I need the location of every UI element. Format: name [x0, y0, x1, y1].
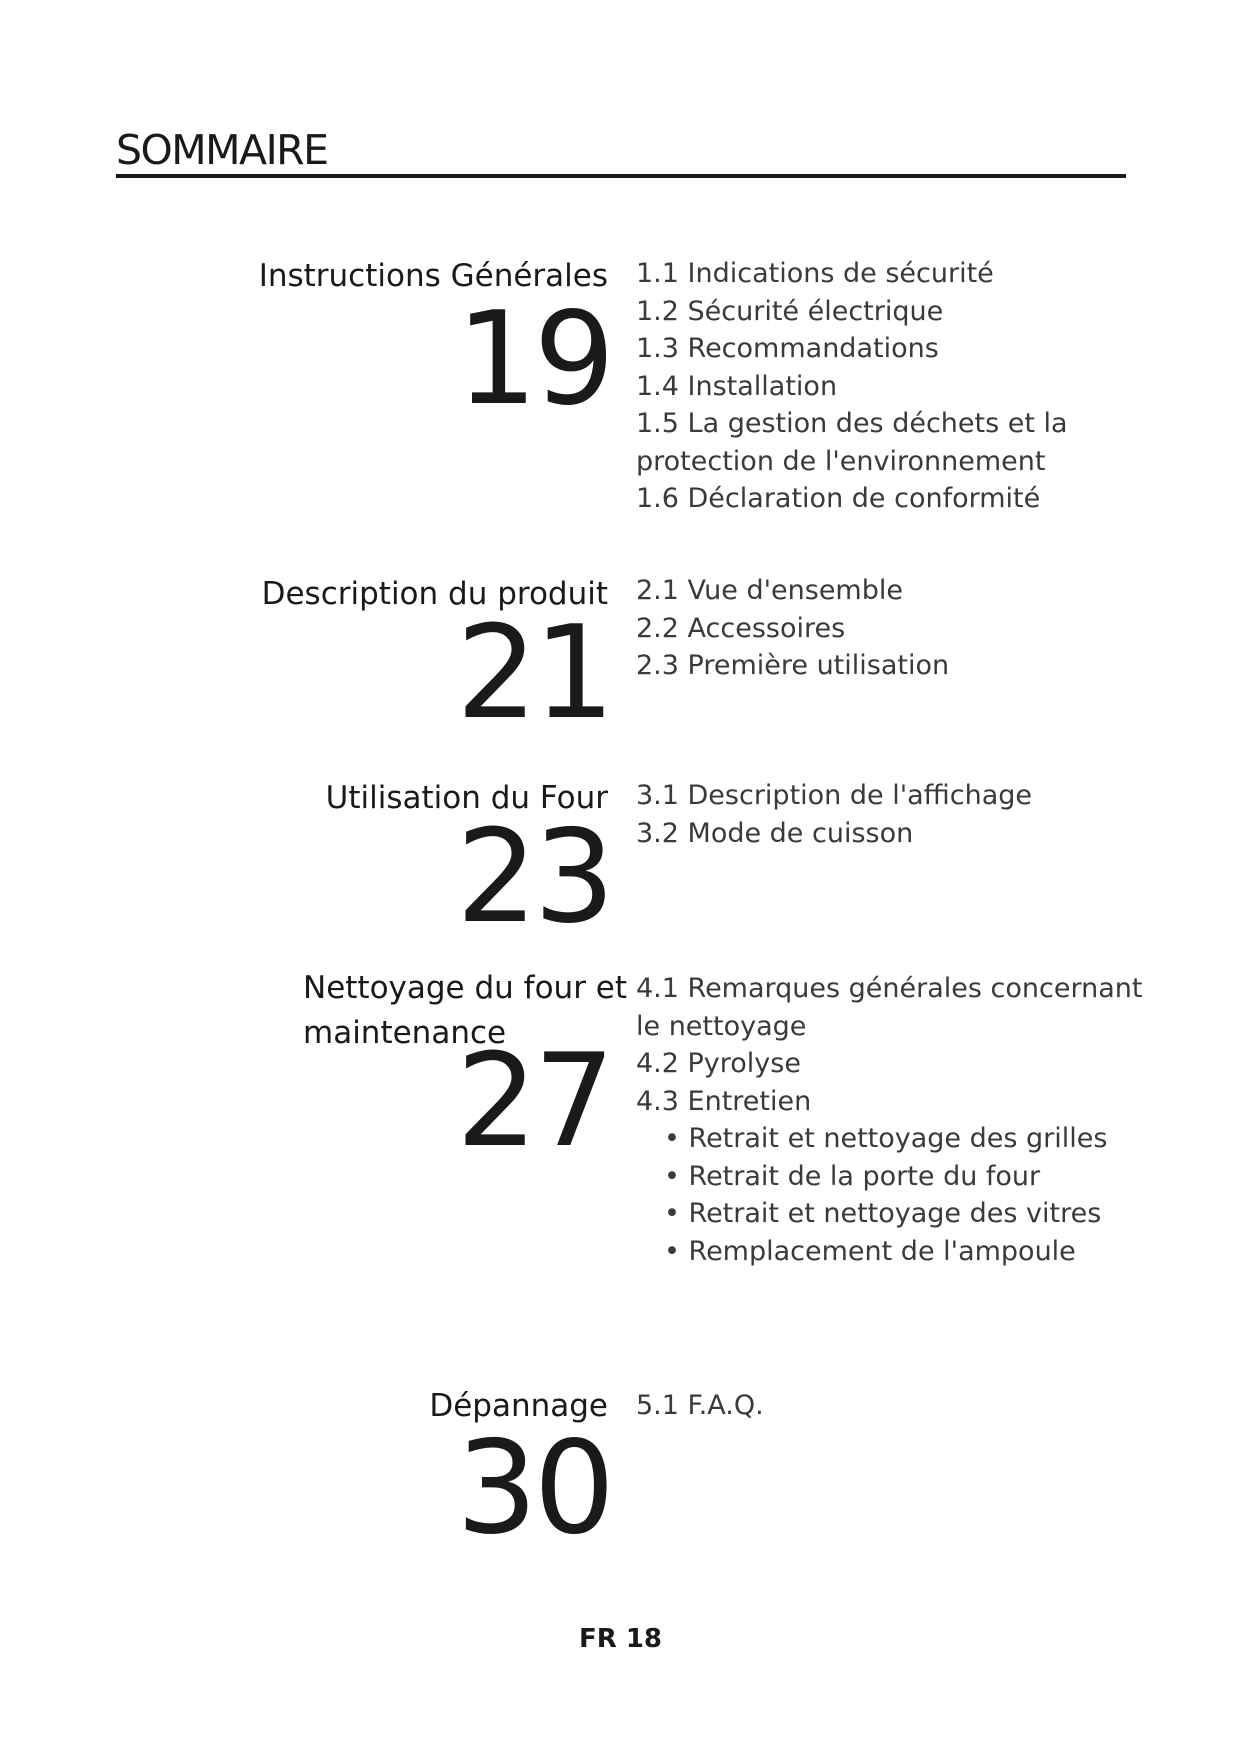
section-heading-depannage: Dépannage — [429, 1388, 608, 1424]
toc-item[interactable]: 2.1 Vue d'ensemble — [636, 575, 903, 606]
toc-item[interactable]: protection de l'environnement — [636, 445, 1046, 477]
section-page-number: 27 — [456, 1027, 611, 1176]
section-item-list — [636, 255, 1068, 518]
toc-item[interactable]: 3.2 Mode de cuisson — [636, 817, 914, 849]
section-page-number: 19 — [456, 285, 611, 434]
toc-item[interactable]: 1.1 Indications de sécurité — [636, 258, 994, 289]
section-heading-instructions: Instructions Générales — [258, 258, 608, 294]
section-heading-utilisation: Utilisation du Four — [325, 780, 608, 816]
toc-item[interactable]: 1.3 Recommandations — [636, 333, 939, 364]
toc-bullet-item[interactable]: • Retrait de la porte du four — [636, 1158, 1142, 1196]
toc-bullet-item[interactable]: • Retrait et nettoyage des grilles — [636, 1120, 1142, 1158]
page-footer-number: FR 18 — [578, 1624, 662, 1654]
section-item-list — [636, 572, 949, 685]
section-heading-line: Nettoyage du four et — [303, 970, 628, 1006]
section-item-list — [636, 1387, 764, 1425]
title-rule — [116, 174, 1126, 178]
toc-item[interactable]: 1.2 Sécurité électrique — [636, 295, 944, 327]
toc-item[interactable]: 4.1 Remarques générales concernant — [636, 973, 1143, 1004]
toc-item[interactable]: 1.4 Installation — [636, 370, 838, 402]
toc-item[interactable]: 2.3 Première utilisation — [636, 650, 950, 681]
toc-item[interactable]: le nettoyage — [636, 1010, 807, 1042]
section-page-number: 21 — [456, 599, 611, 748]
toc-item[interactable]: 3.1 Description de l'affichage — [636, 780, 1033, 811]
toc-item[interactable]: 1.5 La gestion des déchets et la — [636, 408, 1068, 439]
section-item-list — [636, 777, 1032, 852]
page-title: SOMMAIRE — [116, 126, 328, 174]
toc-bullet-item[interactable]: • Retrait et nettoyage des vitres — [636, 1195, 1142, 1233]
section-heading-line: maintenance — [303, 1015, 507, 1051]
section-page-number: 30 — [456, 1414, 611, 1563]
toc-item[interactable]: 1.6 Déclaration de conformité — [636, 483, 1041, 514]
toc-item[interactable]: 5.1 F.A.Q. — [636, 1390, 764, 1421]
section-page-number: 23 — [456, 803, 611, 952]
section-heading-description: Description du produit — [261, 576, 608, 612]
toc-item[interactable]: 2.2 Accessoires — [636, 612, 846, 644]
section-item-list — [636, 970, 1142, 1270]
toc-bullet-item[interactable]: • Remplacement de l'ampoule — [636, 1233, 1142, 1271]
toc-item[interactable]: 4.3 Entretien — [636, 1085, 812, 1117]
toc-item[interactable]: 4.2 Pyrolyse — [636, 1048, 801, 1079]
